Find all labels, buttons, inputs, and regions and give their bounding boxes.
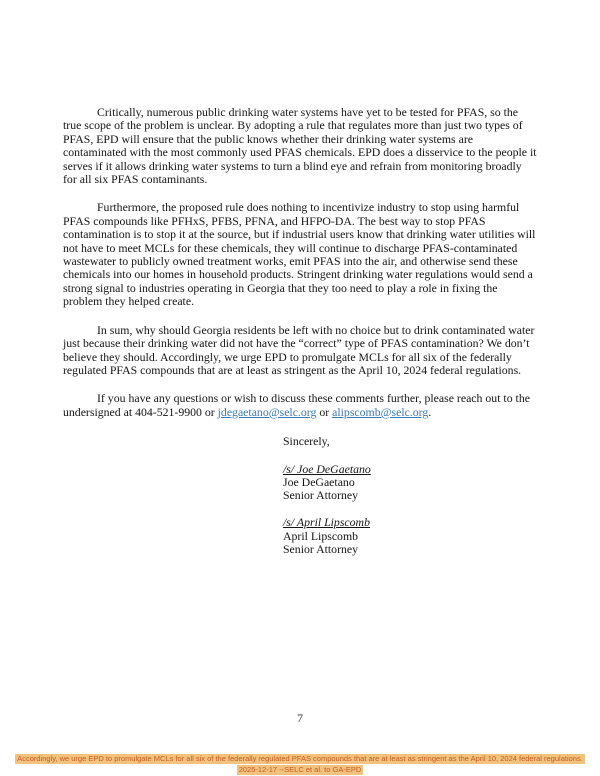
annotation-highlighted-text: Accordingly, we urge EPD to promulgate MCLs for all six of the federally regulated PFAS compounds that are at least as stringent as the April 10, 2024 federal regulations. [17, 754, 583, 763]
annotation-line-2-wrap [0, 765, 600, 775]
closing-salutation: Sincerely, [283, 434, 330, 449]
annotation-line-1-wrap [0, 754, 600, 764]
signature-line: /s/ Joe DeGaetano [283, 461, 371, 476]
paragraph-industry: Furthermore, the proposed rule does nothing to incentivize industry to stop using harmful PFAS compounds like PFHxS, PFBS, PFNA, and HFPO-DA. The best way to stop PFAS contamination is to stop it at the source, but if industrial users know that drinking water utilities will not have to meet MCLs for these chemicals, they will continue to discharge PFAS-contaminated wastewater to publicly owned treatment works, emit PFAS into the air, and otherwise send these chemicals into our homes in household products. Stringent drinking water regulations would send a strong signal to industries operating in Georgia that they too need to play a role in fixing the problem they helped create. [63, 200, 536, 309]
paragraph-testing: Critically, numerous public drinking water systems have yet to be tested for PFAS, so the true scope of the problem is unclear. By adopting a rule that regulates more than just two types of PFAS, EPD will ensure that the public knows whether their drinking water systems are contaminated with the most commonly used PFAS chemicals. EPD does a disservice to the people it serves if it allows drinking water systems to turn a blind eye and refrain from monitoring broadly for all six PFAS contaminants. [63, 105, 537, 187]
signer-name: April Lipscomb [283, 528, 359, 543]
signature-line: /s/ April Lipscomb [283, 515, 370, 530]
paragraph-in-sum: In sum, why should Georgia residents be left with no choice but to drink contaminated water just because their drinking water did not have the “correct” type of PFAS contamination? We don’t believe they should. Accordingly, we urge EPD to promulgate MCLs for all six of the federally regulated PFAS compounds that are at least as stringent as the April 10, 2024 federal regulations. [63, 322, 535, 377]
contact-text-post: . [428, 404, 432, 419]
signer-name: Joe DeGaetano [283, 474, 355, 489]
highlight-annotation [0, 754, 600, 776]
signature-joe-degaetano [283, 463, 537, 503]
signature-block [283, 435, 537, 556]
signature-april-lipscomb [283, 516, 537, 556]
annotation-source-label: 2025-12-17 --SELC et al. to GA-EPD [238, 765, 362, 774]
email-link-alipscomb[interactable]: alipscomb@selc.org [332, 404, 429, 419]
signer-title: Senior Attorney [283, 541, 359, 556]
page-number: 7 [297, 711, 303, 725]
contact-text-mid: or [316, 404, 333, 419]
contact-text-pre: If you have any questions or wish to discuss these comments further, please reach out to the undersigned at 404-521-9900 or [63, 391, 530, 419]
paragraph-contact [63, 392, 537, 419]
email-link-jdegaetano[interactable]: jdegaetano@selc.org [217, 404, 317, 419]
signer-title: Senior Attorney [283, 488, 359, 503]
letter-body [63, 106, 537, 570]
